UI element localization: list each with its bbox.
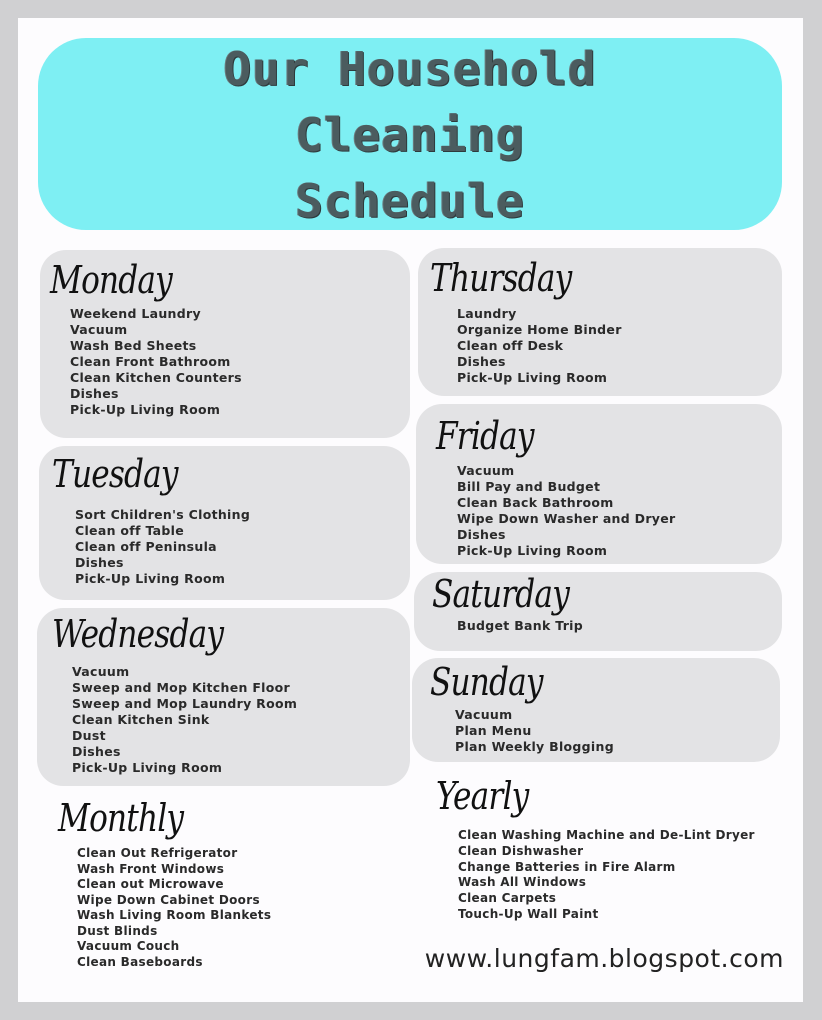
list-item: Change Batteries in Fire Alarm (458, 859, 676, 874)
list-item: Pick-Up Living Room (457, 370, 608, 385)
saturday-task-list (457, 618, 583, 634)
list-item: Sweep and Mop Kitchen Floor (72, 680, 291, 695)
sunday-task-list (455, 707, 614, 755)
list-item: Clean off Peninsula (75, 539, 217, 554)
blog-url: www.lungfam.blogspot.com (424, 944, 784, 973)
list-item: Clean out Microwave (77, 877, 224, 891)
title-line-1: Our Household (223, 42, 597, 96)
monthly-task-list (77, 846, 271, 970)
list-item: Dishes (75, 555, 124, 570)
list-item: Clean Back Bathroom (457, 495, 614, 510)
thursday-task-list (457, 306, 622, 386)
list-item: Clean Dishwasher (458, 843, 584, 858)
list-item: Weekend Laundry (70, 306, 201, 321)
list-item: Dishes (72, 744, 121, 759)
list-item: Pick-Up Living Room (72, 760, 223, 775)
list-item: Clean off Desk (457, 338, 564, 353)
list-item: Organize Home Binder (457, 322, 622, 337)
list-item: Vacuum (70, 322, 128, 337)
list-item: Vacuum Couch (77, 939, 180, 953)
list-item: Vacuum (72, 664, 130, 679)
list-item: Clean Out Refrigerator (77, 846, 238, 860)
list-item: Clean Carpets (458, 891, 557, 906)
list-item: Laundry (457, 306, 517, 321)
list-item: Clean off Table (75, 523, 184, 538)
tuesday-task-list (75, 507, 250, 587)
monday-heading: Monday (50, 258, 172, 302)
friday-heading: Friday (436, 414, 534, 458)
list-item: Plan Weekly Blogging (455, 739, 614, 754)
list-item: Wash Front Windows (77, 861, 225, 876)
yearly-task-list (458, 828, 755, 923)
list-item: Touch-Up Wall Paint (458, 906, 599, 921)
list-item: Wipe Down Washer and Dryer (457, 511, 676, 526)
list-item: Clean Kitchen Sink (72, 712, 210, 727)
list-item: Dishes (457, 354, 506, 369)
list-item: Wash Bed Sheets (70, 338, 197, 353)
list-item: Sweep and Mop Laundry Room (72, 696, 298, 711)
tuesday-heading: Tuesday (52, 452, 178, 496)
wednesday-task-list (72, 664, 297, 776)
list-item: Budget Bank Trip (457, 618, 584, 633)
title-line-3: Schedule (295, 174, 525, 228)
list-item: Dishes (457, 527, 506, 542)
list-item: Plan Menu (455, 723, 532, 738)
title-line-2: Cleaning (295, 108, 525, 162)
list-item: Pick-Up Living Room (70, 402, 221, 417)
list-item: Wash All Windows (458, 875, 587, 890)
list-item: Dust (72, 728, 106, 743)
list-item: Clean Front Bathroom (70, 354, 231, 369)
sunday-heading: Sunday (430, 660, 543, 704)
friday-task-list (457, 463, 676, 559)
list-item: Dishes (70, 386, 119, 401)
list-item: Vacuum (457, 463, 515, 478)
list-item: Clean Baseboards (77, 954, 203, 969)
list-item: Clean Washing Machine and De-Lint Dryer (458, 828, 755, 842)
monthly-heading: Monthly (58, 796, 184, 840)
yearly-heading: Yearly (436, 774, 529, 818)
list-item: Wipe Down Cabinet Doors (77, 892, 260, 907)
list-item: Bill Pay and Budget (457, 479, 601, 494)
list-item: Vacuum (455, 707, 513, 722)
list-item: Dust Blinds (77, 923, 158, 938)
list-item: Wash Living Room Blankets (77, 908, 272, 922)
thursday-heading: Thursday (430, 256, 572, 300)
saturday-heading: Saturday (432, 572, 569, 616)
list-item: Pick-Up Living Room (75, 571, 226, 586)
list-item: Clean Kitchen Counters (70, 370, 242, 385)
monday-task-list (70, 306, 242, 418)
wednesday-heading: Wednesday (52, 612, 224, 656)
list-item: Pick-Up Living Room (457, 543, 608, 558)
list-item: Sort Children's Clothing (75, 507, 251, 522)
